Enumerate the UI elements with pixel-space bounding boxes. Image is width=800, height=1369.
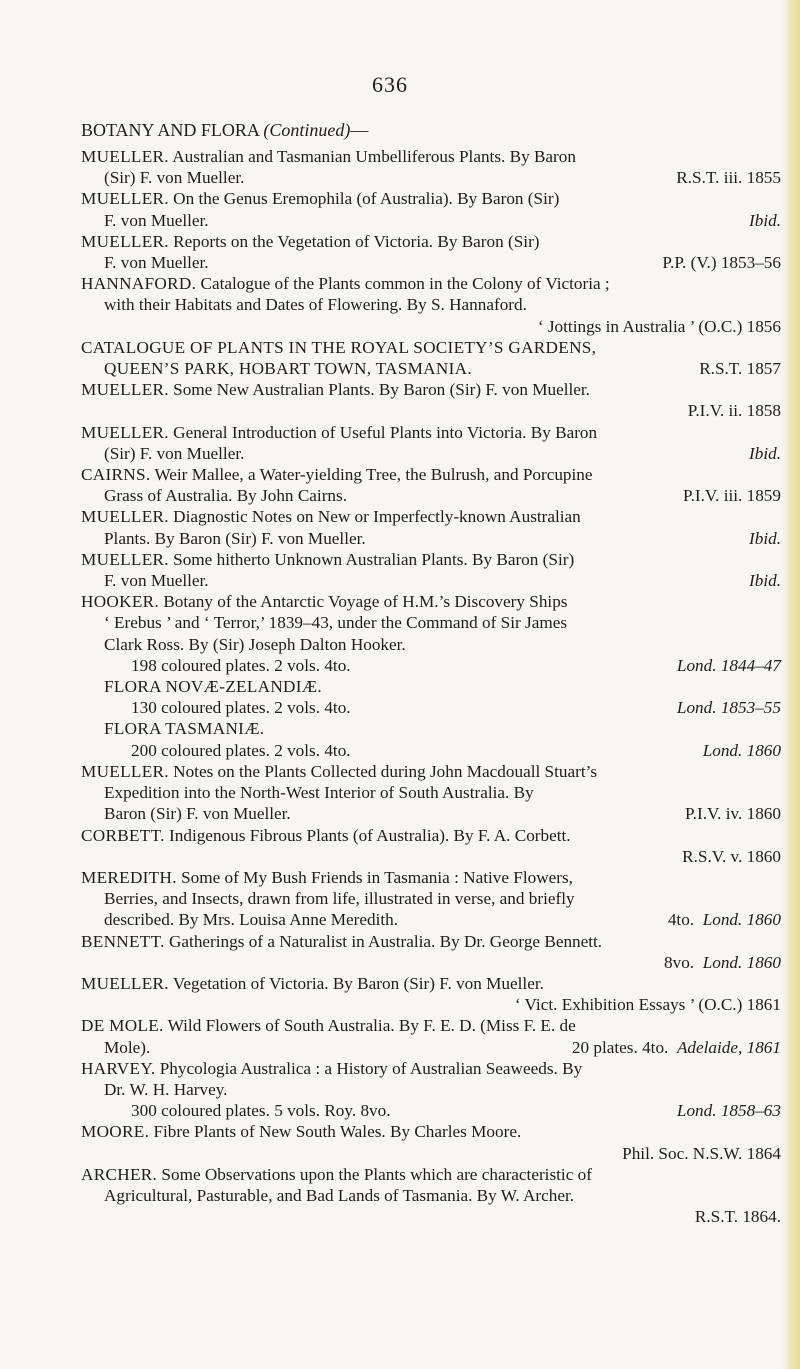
bibliography-entry [81, 825, 781, 867]
entry-author: MUELLER. [81, 189, 169, 209]
bibliography-entry [81, 188, 781, 230]
entry-source: R.S.V. v. 1860 [682, 846, 781, 866]
bibliography-entry [81, 718, 781, 760]
page-number: 636 [372, 72, 408, 97]
bibliography-entry [81, 146, 781, 188]
entry-source: Phil. Soc. N.S.W. 1864 [622, 1143, 781, 1163]
entry-format: 198 coloured plates. 2 vols. 4to. [131, 655, 351, 675]
entry-source: ‘ Vict. Exhibition Essays ’ (O.C.) 1861 [514, 995, 781, 1015]
section-dash: — [350, 120, 369, 140]
bibliography-entry [81, 549, 781, 591]
entry-author: MUELLER. [81, 973, 169, 993]
entry-source: Adelaide, 1861 [676, 1037, 781, 1057]
section-title: BOTANY AND FLORA [81, 120, 259, 140]
section-continued: (Continued) [263, 120, 351, 140]
entry-text: Vegetation of Victoria. By Baron (Sir) F. von Mueller. [172, 973, 544, 993]
entry-text: Mole). [104, 1037, 151, 1057]
entry-format: 20 plates. 4to. [571, 1037, 669, 1057]
bibliography-entry [81, 591, 781, 676]
entry-text: with their Habitats and Dates of Flowering. By S. Hannaford. [104, 295, 527, 315]
entry-author: DE MOLE. [81, 1016, 164, 1036]
entry-text: Botany of the Antarctic Voyage of H.M.’s Discovery Ships [163, 592, 568, 612]
entry-title: CATALOGUE OF PLANTS IN THE ROYAL SOCIETY’S GARDENS, [81, 337, 597, 357]
entry-title: QUEEN’S PARK, HOBART TOWN, TASMANIA. [104, 359, 472, 379]
entry-text: Notes on the Plants Collected during John Macdouall Stuart’s [173, 761, 598, 781]
entry-author: MEREDITH. [81, 867, 177, 887]
entry-text: Fibre Plants of New South Wales. By Charles Moore. [153, 1122, 522, 1142]
entry-text: Australian and Tasmanian Umbelliferous Plants. By Baron [172, 147, 576, 166]
entry-text: Some hitherto Unknown Australian Plants. By Baron (Sir) [173, 549, 575, 569]
bibliography-entry [81, 1015, 781, 1057]
entry-author: HOOKER. [81, 592, 160, 612]
entry-author: MUELLER. [81, 422, 169, 442]
entry-source: R.S.T. iii. 1855 [676, 168, 781, 188]
entry-text: Indigenous Fibrous Plants (of Australia). By F. A. Corbett. [169, 825, 571, 845]
entry-source: Ibid. [749, 210, 781, 230]
entry-text: Wild Flowers of South Australia. By F. E. D. (Miss F. E. de [167, 1016, 576, 1036]
entry-format: 130 coloured plates. 2 vols. 4to. [131, 698, 351, 718]
bibliography-entry [81, 273, 781, 337]
entry-author: ARCHER. [81, 1164, 158, 1184]
entry-source: Lond. 1860 [702, 910, 781, 930]
entry-format: 200 coloured plates. 2 vols. 4to. [131, 740, 351, 760]
entry-format: 8vo. [664, 952, 695, 972]
entry-text: Some New Australian Plants. By Baron (Sir) F. von Mueller. [173, 380, 590, 400]
entry-source: P.P. (V.) 1853–56 [662, 253, 781, 273]
entry-source: Lond. 1860 [702, 952, 781, 972]
bibliography-entry [81, 931, 781, 973]
entry-source: Lond. 1858–63 [676, 1101, 781, 1121]
entry-text: General Introduction of Useful Plants into Victoria. By Baron [173, 422, 598, 442]
entry-author: MUELLER. [81, 761, 169, 781]
entry-text: described. By Mrs. Louisa Anne Meredith. [104, 910, 399, 930]
entry-text: Phycologia Australica : a History of Australian Seaweeds. By [159, 1058, 583, 1078]
entry-author: CORBETT. [81, 825, 165, 845]
entry-text: Diagnostic Notes on New or Imperfectly-known Australian [173, 507, 581, 527]
entry-text: On the Genus Eremophila (of Australia). By Baron (Sir) [173, 189, 560, 209]
entry-title: FLORA NOVÆ-ZELANDIÆ. [104, 677, 322, 697]
bibliography-entry [81, 379, 781, 421]
entry-text: F. von Mueller. [104, 253, 209, 273]
entry-author: MUELLER. [81, 380, 169, 400]
bibliography-entry [81, 867, 781, 931]
entry-author: CAIRNS. [81, 465, 151, 485]
bibliography-entry [81, 231, 781, 273]
entry-source: P.I.V. iv. 1860 [685, 804, 781, 824]
entry-author: BENNETT. [81, 931, 165, 951]
entry-source: Lond. 1860 [702, 740, 781, 760]
entry-author: HARVEY. [81, 1058, 156, 1078]
section-heading [81, 120, 368, 141]
entry-text: (Sir) F. von Mueller. [104, 443, 245, 463]
entry-source: Lond. 1853–55 [676, 698, 781, 718]
entry-format: 4to. [667, 910, 695, 930]
entry-author: MOORE. [81, 1122, 150, 1142]
entry-source: R.S.T. 1857 [699, 359, 781, 379]
entry-text: Reports on the Vegetation of Victoria. By Baron (Sir) [173, 231, 540, 251]
entry-text: Plants. By Baron (Sir) F. von Mueller. [104, 528, 366, 548]
entry-source: ‘ Jottings in Australia ’ (O.C.) 1856 [537, 316, 781, 336]
bibliography-entry [81, 973, 781, 1015]
bibliography-entry [81, 1164, 781, 1228]
entry-author: HANNAFORD. [81, 274, 197, 294]
bibliography-entry [81, 422, 781, 464]
entry-text: Weir Mallee, a Water-yielding Tree, the Bulrush, and Porcupine [154, 465, 593, 485]
bibliography-entry [81, 464, 781, 506]
bibliography-entry [81, 1121, 781, 1163]
page-edge-discoloration [782, 0, 800, 1369]
entry-text: ‘ Erebus ’ and ‘ Terror,’ 1839–43, under the Command of Sir James [104, 613, 568, 633]
entry-source: Ibid. [749, 443, 781, 463]
entry-text: Dr. W. H. Harvey. [104, 1079, 228, 1099]
entry-text: Agricultural, Pasturable, and Bad Lands of Tasmania. By W. Archer. [104, 1185, 575, 1205]
entry-text: Some of My Bush Friends in Tasmania : Native Flowers, [181, 867, 573, 887]
entry-text: Berries, and Insects, drawn from life, illustrated in verse, and briefly [104, 889, 575, 909]
bibliography-entry [81, 676, 781, 718]
entry-text: Expedition into the North-West Interior of South Australia. By [104, 783, 534, 803]
bibliography-entry [81, 506, 781, 548]
entry-text: Some Observations upon the Plants which are characteristic of [161, 1164, 592, 1184]
entry-format: 300 coloured plates. 5 vols. Roy. 8vo. [131, 1101, 391, 1121]
bibliography-entry [81, 1058, 781, 1122]
entry-source: P.I.V. iii. 1859 [682, 486, 781, 506]
entry-text: Gatherings of a Naturalist in Australia. By Dr. George Bennett. [169, 931, 603, 951]
bibliography-entry [81, 761, 781, 825]
bibliography-entry [81, 337, 781, 379]
entry-source: R.S.T. 1864. [694, 1207, 781, 1227]
entry-text: (Sir) F. von Mueller. [104, 168, 245, 188]
entry-title: FLORA TASMANIÆ. [104, 719, 265, 739]
entry-text: Catalogue of the Plants common in the Colony of Victoria ; [200, 274, 610, 294]
entry-text: Baron (Sir) F. von Mueller. [104, 804, 291, 824]
entry-source: Lond. 1844–47 [676, 655, 781, 675]
entry-source: Ibid. [749, 528, 781, 548]
entry-text: F. von Mueller. [104, 210, 209, 230]
entry-source: Ibid. [749, 571, 781, 591]
entry-text: Clark Ross. By (Sir) Joseph Dalton Hooker. [104, 634, 406, 654]
entry-author: MUELLER. [81, 147, 169, 166]
entry-author: MUELLER. [81, 549, 169, 569]
entry-text: F. von Mueller. [104, 571, 209, 591]
entry-text: Grass of Australia. By John Cairns. [104, 486, 347, 506]
entry-source: P.I.V. ii. 1858 [687, 401, 781, 421]
bibliography-list [81, 146, 781, 1227]
entry-author: MUELLER. [81, 507, 169, 527]
entry-author: MUELLER. [81, 231, 169, 251]
